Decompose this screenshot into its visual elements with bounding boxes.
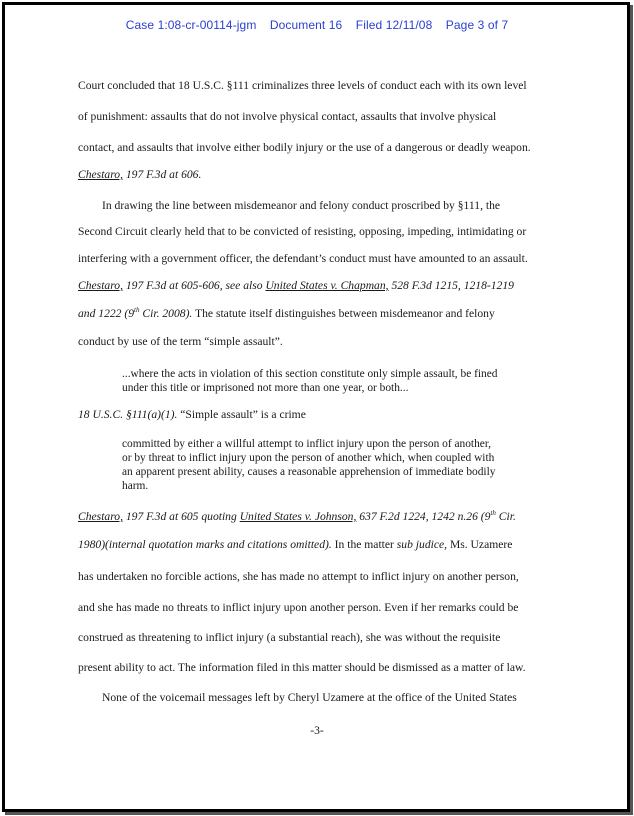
body-line: Second Circuit clearly held that to be convicted of resisting, opposing, impeding, intimidating or (78, 225, 527, 238)
citation-line: Chestaro, 197 F.3d at 606. (78, 168, 202, 181)
body-line: of punishment: assaults that do not involve physical contact, assaults that involve physical (78, 110, 497, 123)
body-line: construed as threatening to inflict injury (a substantial reach), she was without the requisite (78, 631, 501, 644)
body-line: and 1222 (9th Cir. 2008). The statute itself distinguishes between misdemeanor and felony (78, 306, 495, 320)
case-number: Case 1:08-cr-00114-jgm (125, 18, 257, 32)
body-line: None of the voicemail messages left by Cheryl Uzamere at the office of the United States (102, 691, 517, 704)
page-number: -3- (310, 724, 324, 737)
statute-citation-line: 18 U.S.C. §111(a)(1). “Simple assault” is a crime (78, 408, 306, 421)
court-filing-header (0, 18, 634, 32)
body-line: contact, and assaults that involve either bodily injury or the use of a dangerous or deadly weapon. (78, 141, 531, 154)
filed-date: Filed 12/11/08 (355, 18, 433, 32)
body-line: 1980)(internal quotation marks and citations omitted). In the matter sub judice, Ms. Uzamere (78, 538, 513, 551)
block-quote-line: under this title or imprisoned not more than one year, or both... (122, 382, 409, 394)
case-citation: Chestaro, (78, 168, 123, 181)
block-quote-line: ...where the acts in violation of this section constitute only simple assault, be fined (122, 368, 498, 380)
block-quote-line: or by threat to inflict injury upon the person of another which, when coupled with (122, 452, 495, 464)
body-line: In drawing the line between misdemeanor and felony conduct proscribed by §111, the (102, 199, 501, 212)
body-line: has undertaken no forcible actions, she has made no attempt to inflict injury on another person, (78, 570, 519, 583)
citation-line: Chestaro, 197 F.3d at 605 quoting United States v. Johnson, 637 F.2d 1224, 1242 n.26 (9th Cir. (78, 509, 516, 523)
body-line: conduct by use of the term “simple assault”. (78, 335, 283, 348)
case-citation: Chestaro, (78, 279, 123, 292)
body-line: and she has made no threats to inflict injury upon another person. Even if her remarks could be (78, 601, 519, 614)
block-quote-line: committed by either a willful attempt to inflict injury upon the person of another, (122, 438, 492, 450)
body-line: interfering with a government officer, the defendant’s conduct must have amounted to an assault. (78, 252, 528, 265)
body-line: Court concluded that 18 U.S.C. §111 criminalizes three levels of conduct each with its own level (78, 79, 527, 92)
case-citation: Chestaro, (78, 510, 123, 523)
block-quote-line: harm. (122, 480, 149, 492)
body-line: present ability to act. The information filed in this matter should be dismissed as a matter of law. (78, 661, 526, 674)
case-citation: United States v. Chapman, (265, 279, 389, 292)
case-citation: United States v. Johnson, (239, 510, 357, 523)
document-number: Document 16 (269, 18, 343, 32)
page-indicator: Page 3 of 7 (445, 18, 509, 32)
block-quote-line: an apparent present ability, causes a reasonable apprehension of immediate bodily (122, 466, 496, 478)
citation-line: Chestaro, 197 F.3d at 605-606, see also United States v. Chapman, 528 F.3d 1215, 1218-1219 (78, 279, 514, 292)
